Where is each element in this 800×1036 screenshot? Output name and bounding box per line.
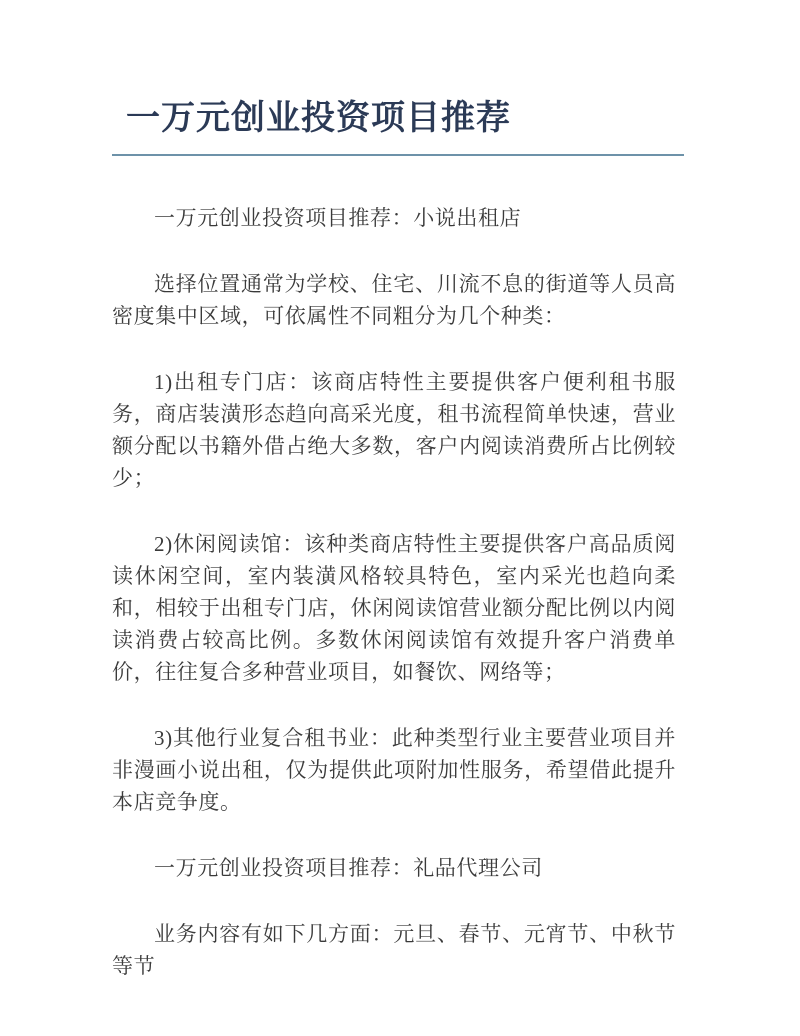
paragraph: 2)休闲阅读馆：该种类商店特性主要提供客户高品质阅读休闲空间，室内装潢风格较具特色，室内采光也趋向柔和，相较于出租专门店，休闲阅读馆营业额分配比例以内阅读消费占较高比例。多数休闲阅读馆有效提升客户消费单价，往往复合多种营业项目，如餐饮、网络等； (112, 532, 676, 684)
paragraph: 业务内容有如下几方面：元旦、春节、元宵节、中秋节等节 (112, 922, 676, 978)
document-body (112, 202, 676, 982)
paragraph: 选择位置通常为学校、住宅、川流不息的街道等人员高密度集中区域，可依属性不同粗分为几个种类： (112, 272, 676, 328)
paragraph: 一万元创业投资项目推荐：小说出租店 (154, 206, 522, 230)
paragraph: 1)出租专门店：该商店特性主要提供客户便利租书服务，商店装潢形态趋向高采光度，租书流程简单快速，营业额分配以书籍外借占绝大多数，客户内阅读消费所占比例较少； (112, 370, 676, 490)
title-divider (112, 154, 684, 156)
paragraph: 3)其他行业复合租书业：此种类型行业主要营业项目并非漫画小说出租，仅为提供此项附加性服务，希望借此提升本店竞争度。 (112, 726, 676, 814)
page-title: 一万元创业投资项目推荐 (126, 99, 511, 137)
paragraph: 一万元创业投资项目推荐：礼品代理公司 (154, 856, 543, 880)
